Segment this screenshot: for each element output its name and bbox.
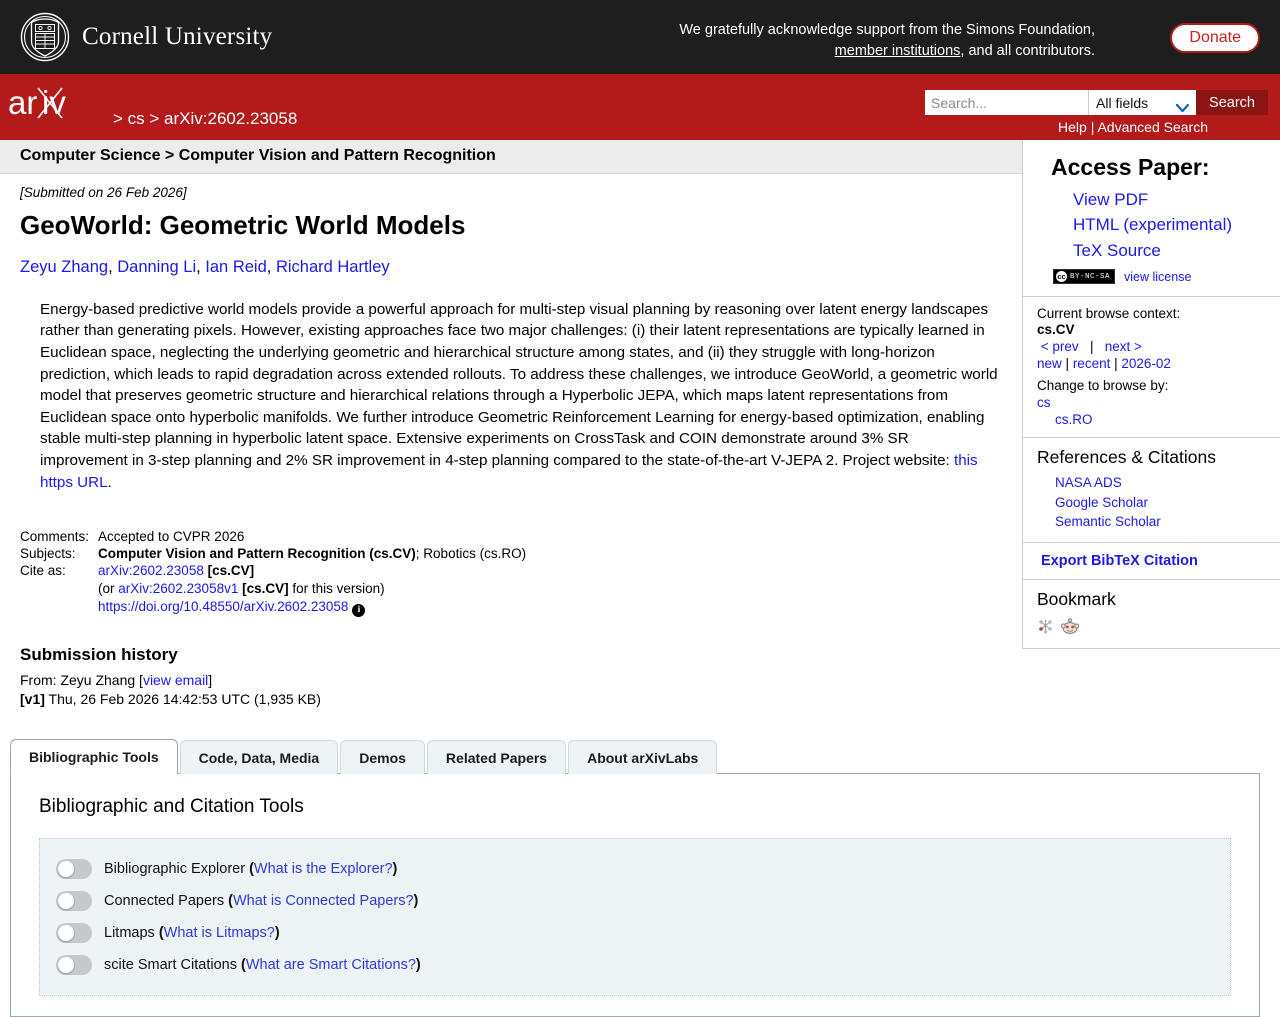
litmaps-help-link[interactable]: What is Litmaps?: [163, 925, 275, 942]
creative-commons-badge-icon: [1053, 269, 1115, 284]
references-citations-box: [1023, 438, 1280, 543]
subject-primary: Computer Vision and Pattern Recognition (cs.CV): [98, 546, 416, 562]
browse-listing-nav: [1037, 356, 1266, 371]
comments-label: Comments:: [20, 529, 90, 545]
tool-toggle-list: [39, 838, 1231, 996]
bookmark-box: [1023, 580, 1280, 649]
cite-version-link[interactable]: arXiv:2602.23058v1: [118, 581, 239, 597]
table-row: [20, 529, 526, 546]
doi-link[interactable]: https://doi.org/10.48550/arXiv.2602.23058: [98, 599, 349, 615]
member-institutions-link[interactable]: member institutions: [834, 42, 961, 59]
arxiv-logo-icon: [8, 82, 108, 124]
subject-breadcrumb-header: Computer Science > Computer Vision and Pattern Recognition: [0, 140, 1022, 174]
doi-line: [98, 599, 526, 617]
submission-history-heading: Submission history: [20, 645, 178, 665]
breadcrumb-sep-1: >: [113, 109, 128, 128]
cite-as-label: Cite as:: [20, 563, 66, 579]
nav-separator: |: [1065, 356, 1070, 372]
toggle-label: scite Smart Citations (What are Smart Citations?): [104, 957, 421, 974]
bibliographic-explorer-toggle[interactable]: [56, 859, 92, 879]
subject-secondary: ; Robotics (cs.RO): [415, 546, 527, 562]
labs-tabs: [10, 738, 1260, 773]
view-email-link[interactable]: view email: [142, 672, 209, 689]
arxivlabs-section: [10, 738, 1260, 1017]
search-field-select-wrap: [1088, 90, 1196, 115]
prev-paper-link[interactable]: < prev: [1040, 339, 1079, 355]
comments-value: Accepted to CVPR 2026: [98, 529, 245, 545]
search-area: [925, 90, 1268, 135]
submission-version-line: [20, 691, 1002, 707]
list-item: [40, 885, 1230, 917]
tab-related-papers[interactable]: Related Papers: [427, 740, 566, 774]
donate-button[interactable]: Donate: [1170, 23, 1260, 53]
paper-main-column: [0, 185, 1022, 707]
breadcrumb: [113, 109, 297, 129]
tool-name: Connected Papers: [104, 893, 225, 910]
cc-terms: BY-NC-SA: [1070, 272, 1111, 281]
next-paper-link[interactable]: next >: [1104, 339, 1142, 355]
cc-mark: cc: [1057, 272, 1066, 282]
nav-separator: |: [1114, 356, 1118, 372]
breadcrumb-paper-id: arXiv:2602.23058: [164, 109, 298, 128]
toggle-knob: [58, 957, 74, 973]
tab-demos[interactable]: Demos: [340, 740, 425, 774]
list-item: [40, 853, 1230, 885]
cite-version-line: [98, 581, 526, 596]
semantic-scholar-link[interactable]: Semantic Scholar: [1055, 514, 1161, 530]
toggle-label: Bibliographic Explorer (What is the Explorer?): [104, 861, 398, 878]
abstract-text: [40, 299, 998, 493]
version-suffix: for this version): [288, 581, 385, 597]
connected-papers-toggle[interactable]: [56, 891, 92, 911]
svg-text:iv: iv: [42, 84, 66, 121]
reddit-icon[interactable]: [1061, 617, 1079, 638]
version-prefix: (or: [98, 581, 119, 597]
author-link[interactable]: Ian Reid: [205, 257, 267, 276]
search-input[interactable]: [925, 90, 1088, 115]
license-row: [1053, 269, 1266, 284]
browse-csro-row: [1055, 412, 1266, 427]
references-citations-title: References & Citations: [1037, 447, 1216, 468]
abstract-body: Energy-based predictive world models provide a powerful approach for multi-step visual planning by reasoning over latent energy landscapes rather than generating pixels. However, existing approaches face two major challenges: (i) their latent representations are typically learned in Euclidean space, neglecting the underlying geometric and hierarchical structure among states, and (ii) they struggle with long-horizon prediction, which leads to rapid degradation across extended rollouts. To address these challenges, we introduce GeoWorld, a geometric world model that preserves geometric structure and hierarchical relations through a Hyperbolic JEPA, which maps latent representations from Euclidean space onto hyperbolic manifolds. We further introduce Geometric Reinforcement Learning for energy-based optimization, enabling stable multi-step planning in hyperbolic latent space. Extensive experiments on CrossTask and COIN demonstrate around 3% SR improvement in 3-step planning and 2% SR improvement in 4-step planning compared to the state-of-the-art V-JEPA 2. Project website:: [40, 300, 998, 469]
info-icon[interactable]: i: [352, 604, 365, 617]
prev-next-nav: [1037, 339, 1266, 354]
nav-separator: |: [1089, 339, 1094, 355]
submission-date: [Submitted on 26 Feb 2026]: [20, 185, 187, 200]
view-pdf-link[interactable]: View PDF: [1073, 190, 1149, 209]
access-paper-title: Access Paper:: [1051, 154, 1210, 180]
cite-category: [cs.CV]: [207, 563, 255, 579]
author-link[interactable]: Danning Li: [117, 257, 197, 276]
tex-source-link[interactable]: TeX Source: [1073, 240, 1161, 260]
toggle-knob: [58, 861, 74, 877]
browse-new-link[interactable]: new: [1037, 356, 1062, 372]
paper-metadata-table: [20, 529, 526, 619]
submission-from-line: [20, 672, 1002, 688]
browse-cs-row: [1037, 395, 1266, 410]
author-link[interactable]: Zeyu Zhang: [20, 257, 109, 276]
from-prefix: From: Zeyu Zhang [: [20, 672, 143, 689]
bookmark-title: Bookmark: [1037, 589, 1116, 610]
scite-smart-citations-toggle[interactable]: [56, 955, 92, 975]
support-line-2: , and all contributors.: [960, 42, 1095, 59]
google-scholar-link[interactable]: Google Scholar: [1055, 494, 1149, 510]
view-license-link[interactable]: view license: [1124, 269, 1192, 284]
cornell-seal-icon: [20, 12, 70, 62]
search-help-links: [925, 119, 1268, 135]
explorer-help-link[interactable]: What is the Explorer?: [253, 861, 393, 878]
bibsonomy-icon[interactable]: [1037, 617, 1055, 638]
tab-bibliographic-tools[interactable]: Bibliographic Tools: [10, 739, 178, 774]
arxiv-logo-link[interactable]: [8, 82, 108, 124]
html-experimental-link[interactable]: HTML (experimental): [1073, 215, 1233, 235]
toggle-knob: [58, 893, 74, 909]
search-field-select[interactable]: [1089, 90, 1196, 115]
tab-about-arxivlabs[interactable]: About arXivLabs: [568, 740, 717, 774]
toggle-label: Litmaps (What is Litmaps?): [104, 925, 280, 942]
authors-list: Zeyu Zhang, Danning Li, Ian Reid, Richard Hartley: [20, 257, 390, 276]
access-paper-box: [1023, 140, 1280, 297]
list-item: [40, 917, 1230, 949]
from-suffix: ]: [208, 672, 213, 689]
connected-papers-help-link[interactable]: What is Connected Papers?: [232, 893, 414, 910]
cornell-university-label: Cornell University: [82, 23, 273, 50]
nasa-ads-link[interactable]: NASA ADS: [1055, 475, 1122, 491]
version-timestamp: Thu, 26 Feb 2026 14:42:53 UTC (1,935 KB): [48, 691, 321, 708]
browse-cs-link[interactable]: cs: [1037, 395, 1051, 411]
tool-name: Litmaps: [104, 925, 155, 942]
arxiv-header-bar: [0, 74, 1280, 140]
browse-context-value: cs.CV: [1037, 322, 1075, 338]
list-item: [40, 949, 1230, 981]
svg-text:ar: ar: [8, 84, 38, 121]
cornell-banner: [0, 0, 1280, 74]
bookmark-icon-row: [1037, 617, 1266, 638]
cite-as-value: [98, 563, 526, 619]
browse-recent-link[interactable]: recent: [1072, 356, 1111, 372]
breadcrumb-sep-2: >: [144, 109, 165, 128]
export-bibtex-box: [1023, 543, 1280, 580]
tool-name: scite Smart Citations: [104, 957, 237, 974]
page-body: [0, 140, 1280, 1017]
toggle-knob: [58, 925, 74, 941]
toggle-label: Connected Papers (What is Connected Papers?): [104, 893, 419, 910]
cite-arxiv-id-link[interactable]: arXiv:2602.23058: [98, 563, 204, 579]
support-acknowledgement: [679, 20, 1095, 61]
version-category: [cs.CV]: [242, 581, 289, 597]
subjects-value: [98, 546, 526, 563]
author-link[interactable]: Richard Hartley: [275, 257, 390, 276]
browse-csro-link[interactable]: cs.RO: [1055, 412, 1093, 428]
abstract-tail: .: [107, 473, 112, 491]
version-label: [v1]: [20, 691, 45, 708]
search-row: [925, 90, 1268, 115]
page-title: GeoWorld: Geometric World Models: [20, 210, 466, 240]
change-browse-label: Change to browse by:: [1037, 378, 1169, 394]
breadcrumb-archive-link[interactable]: cs: [127, 109, 145, 128]
browse-month-link[interactable]: 2026-02: [1121, 356, 1171, 372]
cornell-home-link[interactable]: [20, 12, 272, 62]
table-row: [20, 563, 526, 619]
tab-code-data-media[interactable]: Code, Data, Media: [180, 740, 339, 774]
right-sidebar: [1022, 140, 1280, 649]
search-button[interactable]: Search: [1196, 90, 1268, 115]
links-separator: |: [1090, 119, 1095, 135]
support-line-1: We gratefully acknowledge support from the Simons Foundation,: [679, 22, 1095, 38]
table-row: [20, 546, 526, 563]
project-website-link[interactable]: this https URL: [40, 451, 978, 491]
browse-context-label: Current browse context:: [1037, 306, 1181, 322]
help-link[interactable]: Help: [1058, 119, 1087, 135]
scite-help-link[interactable]: What are Smart Citations?: [245, 957, 416, 974]
export-bibtex-link[interactable]: Export BibTeX Citation: [1041, 553, 1198, 570]
arxiv-brand: [8, 82, 297, 129]
litmaps-toggle[interactable]: [56, 923, 92, 943]
panel-title: Bibliographic and Citation Tools: [39, 796, 304, 818]
browse-context-box: [1023, 297, 1280, 438]
subjects-label: Subjects:: [20, 546, 76, 562]
bibliographic-tools-panel: [10, 773, 1260, 1017]
tool-name: Bibliographic Explorer: [104, 861, 246, 878]
advanced-search-link[interactable]: Advanced Search: [1097, 119, 1208, 135]
